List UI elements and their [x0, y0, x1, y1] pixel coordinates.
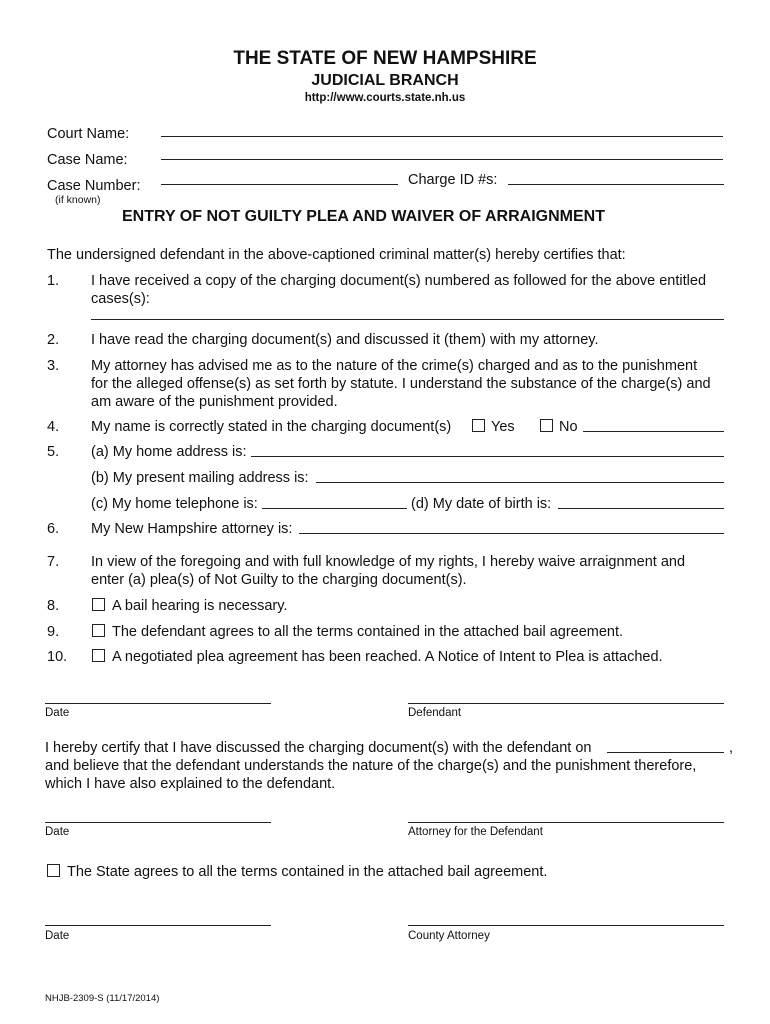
item-number: 8.	[47, 598, 60, 614]
date-label: Date	[45, 930, 70, 942]
no-checkbox[interactable]	[540, 419, 553, 432]
attorney-label: Attorney for the Defendant	[408, 826, 543, 838]
county-date-field[interactable]	[45, 925, 271, 926]
item-3-text-cont2: am aware of the punishment provided.	[91, 394, 338, 410]
defendant-date-field[interactable]	[45, 703, 271, 704]
attorney-date-field[interactable]	[45, 822, 271, 823]
discussion-date-field[interactable]	[607, 752, 724, 753]
charge-id-label: Charge ID #s:	[408, 172, 498, 188]
date-of-birth-field[interactable]	[558, 508, 724, 509]
branch-heading: JUDICIAL BRANCH	[311, 72, 459, 89]
attorney-name-field[interactable]	[299, 533, 724, 534]
bail-agreement-checkbox[interactable]	[92, 624, 105, 637]
item-7-text: In view of the foregoing and with full knowledge of my rights, I hereby waive arraignment and	[91, 554, 686, 570]
defendant-label: Defendant	[408, 707, 462, 719]
form-title: ENTRY OF NOT GUILTY PLEA AND WAIVER OF ARRAIGNMENT	[122, 208, 605, 225]
county-attorney-label: County Attorney	[408, 930, 490, 942]
attorney-name-label: My New Hampshire attorney is:	[91, 521, 293, 537]
item-number: 9.	[47, 624, 60, 640]
item-number: 3.	[47, 358, 60, 374]
case-number-field[interactable]	[161, 184, 398, 185]
item-number: 2.	[47, 332, 60, 348]
certify-text-cont: and believe that the defendant understands the nature of the charge(s) and the punishment therefore,	[45, 758, 697, 774]
mailing-address-label: (b) My present mailing address is:	[91, 470, 309, 486]
attorney-signature-field[interactable]	[408, 822, 724, 823]
home-telephone-field[interactable]	[262, 508, 407, 509]
item-4-text: My name is correctly stated in the charging document(s)	[91, 419, 452, 435]
home-telephone-label: (c) My home telephone is:	[91, 496, 258, 512]
form-number: NHJB-2309-S (11/17/2014)	[45, 993, 160, 1004]
date-label: Date	[45, 707, 70, 719]
home-address-field[interactable]	[251, 456, 724, 457]
plea-agreement-checkbox[interactable]	[92, 649, 105, 662]
home-address-label: (a) My home address is:	[91, 444, 247, 460]
court-name-field[interactable]	[161, 136, 723, 137]
item-8-text: A bail hearing is necessary.	[112, 598, 288, 614]
item-number: 10.	[47, 649, 68, 665]
item-number: 5.	[47, 444, 60, 460]
item-3-text: My attorney has advised me as to the nature of the crime(s) charged and as to the punishment	[91, 358, 698, 374]
item-1-text-cont: cases(s):	[91, 291, 150, 307]
charging-documents-field[interactable]	[91, 319, 724, 320]
state-agrees-checkbox[interactable]	[47, 864, 60, 877]
certify-comma: ,	[729, 740, 734, 756]
item-number: 4.	[47, 419, 60, 435]
charge-id-field[interactable]	[508, 184, 724, 185]
certify-text: I hereby certify that I have discussed the charging document(s) with the defendant on	[45, 740, 592, 756]
bail-hearing-checkbox[interactable]	[92, 598, 105, 611]
case-number-label: Case Number:	[47, 178, 141, 194]
case-name-label: Case Name:	[47, 152, 128, 168]
name-correction-field[interactable]	[583, 431, 724, 432]
no-label: No	[559, 419, 578, 435]
defendant-signature-field[interactable]	[408, 703, 724, 704]
mailing-address-field[interactable]	[316, 482, 724, 483]
item-10-text: A negotiated plea agreement has been reached. A Notice of Intent to Plea is attached.	[112, 649, 663, 665]
county-attorney-signature-field[interactable]	[408, 925, 724, 926]
state-heading: THE STATE OF NEW HAMPSHIRE	[233, 48, 537, 69]
yes-checkbox[interactable]	[472, 419, 485, 432]
item-number: 6.	[47, 521, 60, 537]
court-url[interactable]: http://www.courts.state.nh.us	[304, 92, 466, 104]
certify-text-cont2: which I have also explained to the defendant.	[45, 776, 336, 792]
date-of-birth-label: (d) My date of birth is:	[411, 496, 552, 512]
date-label: Date	[45, 826, 70, 838]
court-name-label: Court Name:	[47, 126, 130, 142]
if-known-note: (if known)	[55, 194, 101, 206]
item-number: 7.	[47, 554, 60, 570]
case-name-field[interactable]	[161, 159, 723, 160]
state-agrees-text: The State agrees to all the terms contained in the attached bail agreement.	[67, 864, 548, 880]
item-2-text: I have read the charging document(s) and discussed it (them) with my attorney.	[91, 332, 599, 348]
item-1-text: I have received a copy of the charging document(s) numbered as followed for the above entitled	[91, 273, 707, 289]
item-7-text-cont: enter (a) plea(s) of Not Guilty to the charging document(s).	[91, 572, 467, 588]
intro-text: The undersigned defendant in the above-captioned criminal matter(s) hereby certifies that:	[47, 247, 626, 263]
yes-label: Yes	[491, 419, 515, 435]
item-number: 1.	[47, 273, 60, 289]
item-3-text-cont: for the alleged offense(s) as set forth by statute. I understand the substance of the charge(s) and	[91, 376, 711, 392]
item-9-text: The defendant agrees to all the terms contained in the attached bail agreement.	[112, 624, 624, 640]
